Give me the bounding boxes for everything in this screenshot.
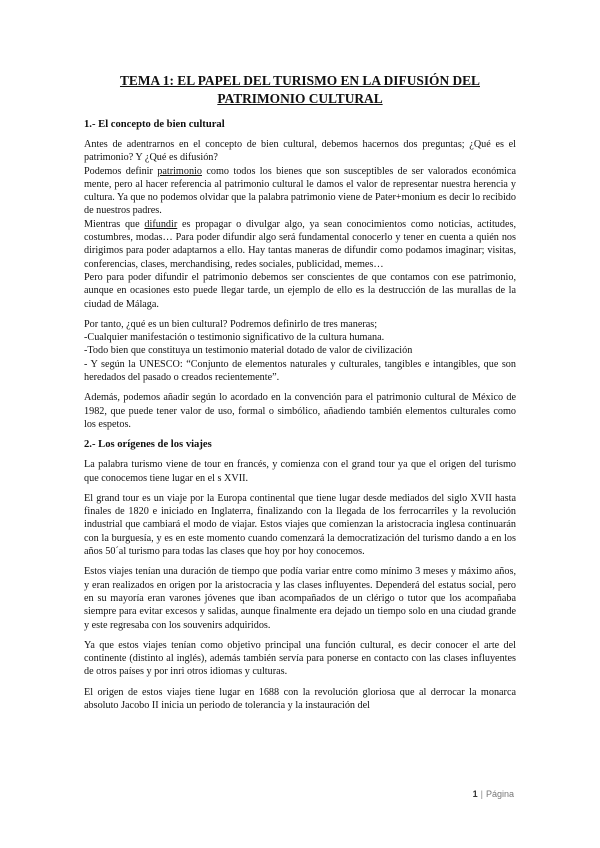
section-2-paragraph-4: Ya que estos viajes tenían como objetivo principal una función cultural, es decir conocer el arte del continente (distinto al inglés), además también servía para ponerse en contacto con las clases influyentes de otros países y por inri otros idiomas y culturas. [84,639,516,678]
text-run: Podemos definir [84,165,158,177]
section-2-paragraph-5: El origen de estos viajes tiene lugar en 1688 con la revolución gloriosa que al derrocar la monarca absoluto Jacobo II inicia un periodo de tolerancia y la instauración del [84,686,516,711]
section-2-paragraph-2: El grand tour es un viaje por la Europa continental que tiene lugar desde mediados del siglo XVII hasta finales de 1820 e iniciado en Inglaterra, finalizando con la llegada de los ferrocarriles y la revolución industrial que cambiará el modo de viajar. Estos viajes que comienzan la aristocracia inglesa continuarán con la burguesía, y es en este momento cuando comenzará la democratización del turismo dando a en los años 50´al turismo para todas las clases que hoy por hoy conocemos. [84,492,516,558]
footer-separator: | [480,789,483,799]
section-1-heading: 1.- El concepto de bien cultural [84,119,225,130]
definition-item-2: -Todo bien que constituya un testimonio material dotado de valor de civilización [84,345,413,357]
section-2-paragraph-3: Estos viajes tenían una duración de tiempo que podía variar entre como mínimo 3 meses y máximo años, y eran realizados en origen por la aristocracia y las clases influyentes. Dependerá del estatus social, pero en su mayoría eran varones jóvenes que iban acompañados de un clérigo o tutor que los acompañaba siempre para evitar excesos y salidas, aunque finalmente era dejado un tiempo solo en una ciudad grande y este regresaba con los souvenirs adquiridos. [84,566,516,631]
page-number: 1 [472,789,478,799]
section-1-paragraph-6: Además, podemos añadir según lo acordado en la convención para el patrimonio cultural de México de 1982, que puede tener valor de uso, formal o simbólico, añadiendo también elementos culturales como los espetos. [84,392,516,430]
term-patrimonio: patrimonio [157,165,202,177]
section-1-paragraph-4: Pero para poder difundir el patrimonio debemos ser conscientes de que contamos con ese patrimonio, aunque en ocasiones esto puede llegar tarde, un ejemplo de ello es la destrucción de las murallas de la ciudad de Málaga. [84,271,516,310]
definition-item-1: -Cualquier manifestación o testimonio significativo de la cultura humana. [84,332,385,344]
text-run: es propagar o divulgar algo, ya sean conocimientos como noticias, actitudes, costumbres, modas… Para poder difundir algo será fundamental conocerlo y tener en cuenta a quién nos dirigimos para poder adaptarnos a ello. Hay tantas maneras de difundir como podamos imaginar; visitas, conferencias, clases, merchandising, redes sociales, publicidad, memes… [84,218,516,270]
section-2-heading: 2.- Los orígenes de los viajes [84,439,212,451]
section-2-paragraph-1: La palabra turismo viene de tour en francés, y comienza con el grand tour ya que el origen del turismo que conocemos tiene lugar en el s XVII. [84,459,516,484]
term-difundir: difundir [144,218,178,230]
text-run: Mientras que [84,218,145,230]
section-1-paragraph-5-intro: Por tanto, ¿qué es un bien cultural? Podremos definirlo de tres maneras; [84,318,378,330]
section-1-paragraph-2 [84,165,516,218]
page-footer [473,789,514,799]
section-1-paragraph-1: Antes de adentrarnos en el concepto de bien cultural, debemos hacernos dos preguntas; ¿Qué es el patrimonio? Y ¿Qué es difusión? [84,139,516,164]
document-title: TEMA 1: EL PAPEL DEL TURISMO EN LA DIFUSIÓN DEL PATRIMONIO CULTURAL [119,73,480,106]
text-run: como todos los bienes que son susceptibles de ser valorados económica mente, pero al hacer referencia al patrimonio cultural le damos el valor de representar nuestra herencia y cultura. Ya que no podemos olvidar que la palabra patrimonio viene de Pater+monium es decir lo recibido de nuestros padres. [84,165,516,217]
section-1-paragraph-3 [84,218,516,271]
definition-item-3: - Y según la UNESCO: “Conjunto de elementos naturales y culturales, tangibles e intangibles, que son heredados del pasado o creados recientemente”. [84,358,516,384]
page-label: Página [485,789,514,799]
